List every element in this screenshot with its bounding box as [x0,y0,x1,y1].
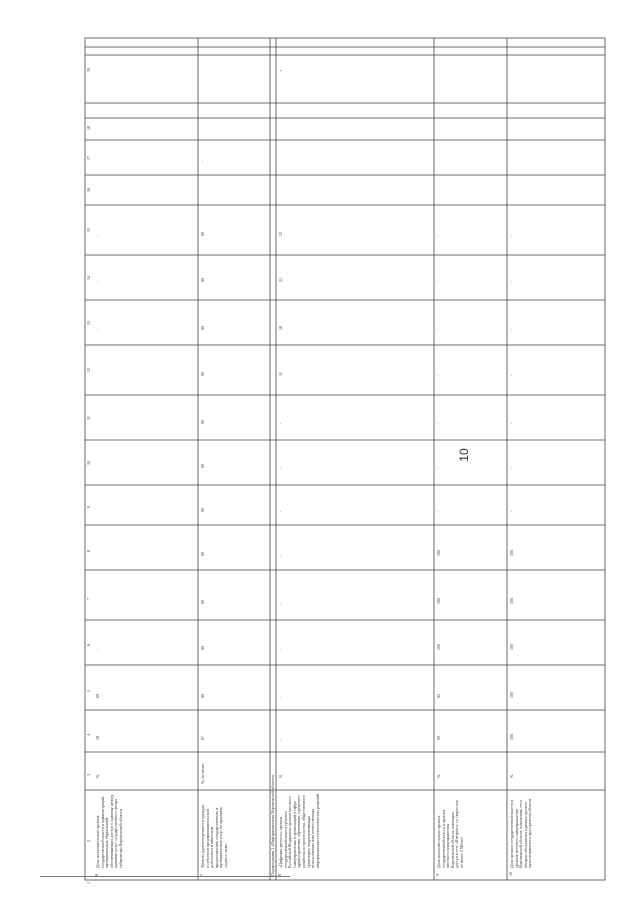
cell-value: - [436,328,441,330]
cell-value: - [509,466,514,468]
cell-value: 90 [436,736,441,740]
row-number: 7 [199,874,204,876]
row-number: 6 [94,874,99,876]
col-number: 16 [86,188,91,192]
row-unit: % [436,774,441,778]
footer-line [40,876,290,877]
cell-value: - [509,328,514,330]
cell-value: + [278,69,283,72]
cell-value: - [278,510,283,512]
cell-value: 90 [200,552,205,556]
row-number: 9 [435,874,440,876]
cell-value: 90 [200,464,205,468]
cell-value: - [278,648,283,650]
col-number: 19 [86,68,91,72]
cell-value: 90 [200,694,205,698]
cell-value: - [436,374,441,376]
row-number: 10 [508,872,513,876]
page-number: 10 [457,448,471,462]
cell-value: - [278,422,283,424]
col-number: 3 [86,774,91,776]
cell-value: 90 [200,508,205,512]
cell-value: - [95,280,100,282]
col-number: 12 [86,368,91,372]
cell-value: 100 [509,734,514,740]
row-number: 8 [277,874,282,876]
cell-value: 90 [200,600,205,604]
col-number: 10 [86,461,91,465]
cell-value: - [436,422,441,424]
cell-value: 87 [200,736,205,740]
cell-value: 69 [95,694,100,698]
cell-value: - [95,234,100,236]
cell-value: - [278,696,283,698]
row-name: Доля органов государственной власти и органов местного самоуправления Воронежской области, показанные сети которых объединены в рамках единого мультисервисного пространства области [509,798,533,868]
cell-value: 90 [200,278,205,282]
cell-value: 12 [278,232,283,236]
col-number: 9 [86,506,91,508]
col-number: 5 [86,690,91,692]
cell-value: 100 [436,598,441,604]
cell-value: - [278,602,283,604]
col-number: 1 [86,882,91,884]
cell-value: 90 [200,420,205,424]
col-number: 7 [86,598,91,600]
cell-value: - [436,234,441,236]
cell-value: - [436,510,441,512]
cell-value: - [200,160,205,162]
col-number: 15 [86,228,91,232]
cell-value: - [509,280,514,282]
row-name: Доля исполнительных органов государственной власти и органов местного самоуправления Воронежской области, имеющих доступ в сеть «Интернет» со скоростью не менее 2 Мбит/с [436,800,464,868]
cell-value: 95 [436,694,441,698]
col-number: 11 [86,416,91,420]
row-unit: % [278,774,283,778]
row-unit: % [509,774,514,778]
col-number: 6 [86,644,91,646]
cell-value: - [509,374,514,376]
section-header: Подпрограмма 3 «Информационная Воронежской области» [270,774,275,876]
row-name: Уровень удовлетворенности граждан и субъектов предпринимательской деятельности качеством предоставления государственных и муниципальных услуг по принципу «одного окна» [200,804,228,868]
cell-value: - [436,466,441,468]
row-unit: %, не менее [200,763,205,784]
col-number: 2 [86,840,91,842]
cell-value: 90 [200,646,205,650]
cell-value: 100 [509,644,514,650]
cell-value: - [278,554,283,556]
row-name: Доля исполнительных органов государственной власти и администраций муниципальных образований, обеспечивающих доступ к единому центру оказания услуг государственного центра губернатора Воронежской области [95,794,123,868]
cell-value: 100 [509,692,514,698]
cell-value: 100 [436,550,441,556]
cell-value: - [509,234,514,236]
col-number: 18 [86,126,91,130]
col-number: 13 [86,321,91,325]
cell-value: - [95,328,100,330]
cell-value: 100 [509,598,514,604]
col-number: 14 [86,276,91,280]
cell-value: 90 [200,232,205,236]
cell-value: - [278,466,283,468]
cell-value: 21 [278,278,283,282]
cell-value: - [436,280,441,282]
cell-value: 100 [509,550,514,556]
row-name: «Цифровая зрелость» органов государственной власти субъекта Российской Федерации, органов местного самоуправления и организаций в сфере здравоохранения, образования, городского хозяйства и строительства, общественного транспорта, подразумевающая использование ими отечественных информационно-технологических решений [278,793,320,868]
col-number: 4 [86,734,91,736]
cell-value: 90 [200,326,205,330]
cell-value: - [509,422,514,424]
cell-value: 58 [95,736,100,740]
cell-value: - [509,510,514,512]
cell-value: 100 [436,644,441,650]
cell-value: 18 [278,326,283,330]
col-number: 8 [86,550,91,552]
cell-value: 90 [200,372,205,376]
col-number: 17 [86,156,91,160]
row-unit: % [95,774,100,778]
cell-value: - [95,648,100,650]
cell-value: 11 [278,372,283,376]
cell-value: - [278,738,283,740]
